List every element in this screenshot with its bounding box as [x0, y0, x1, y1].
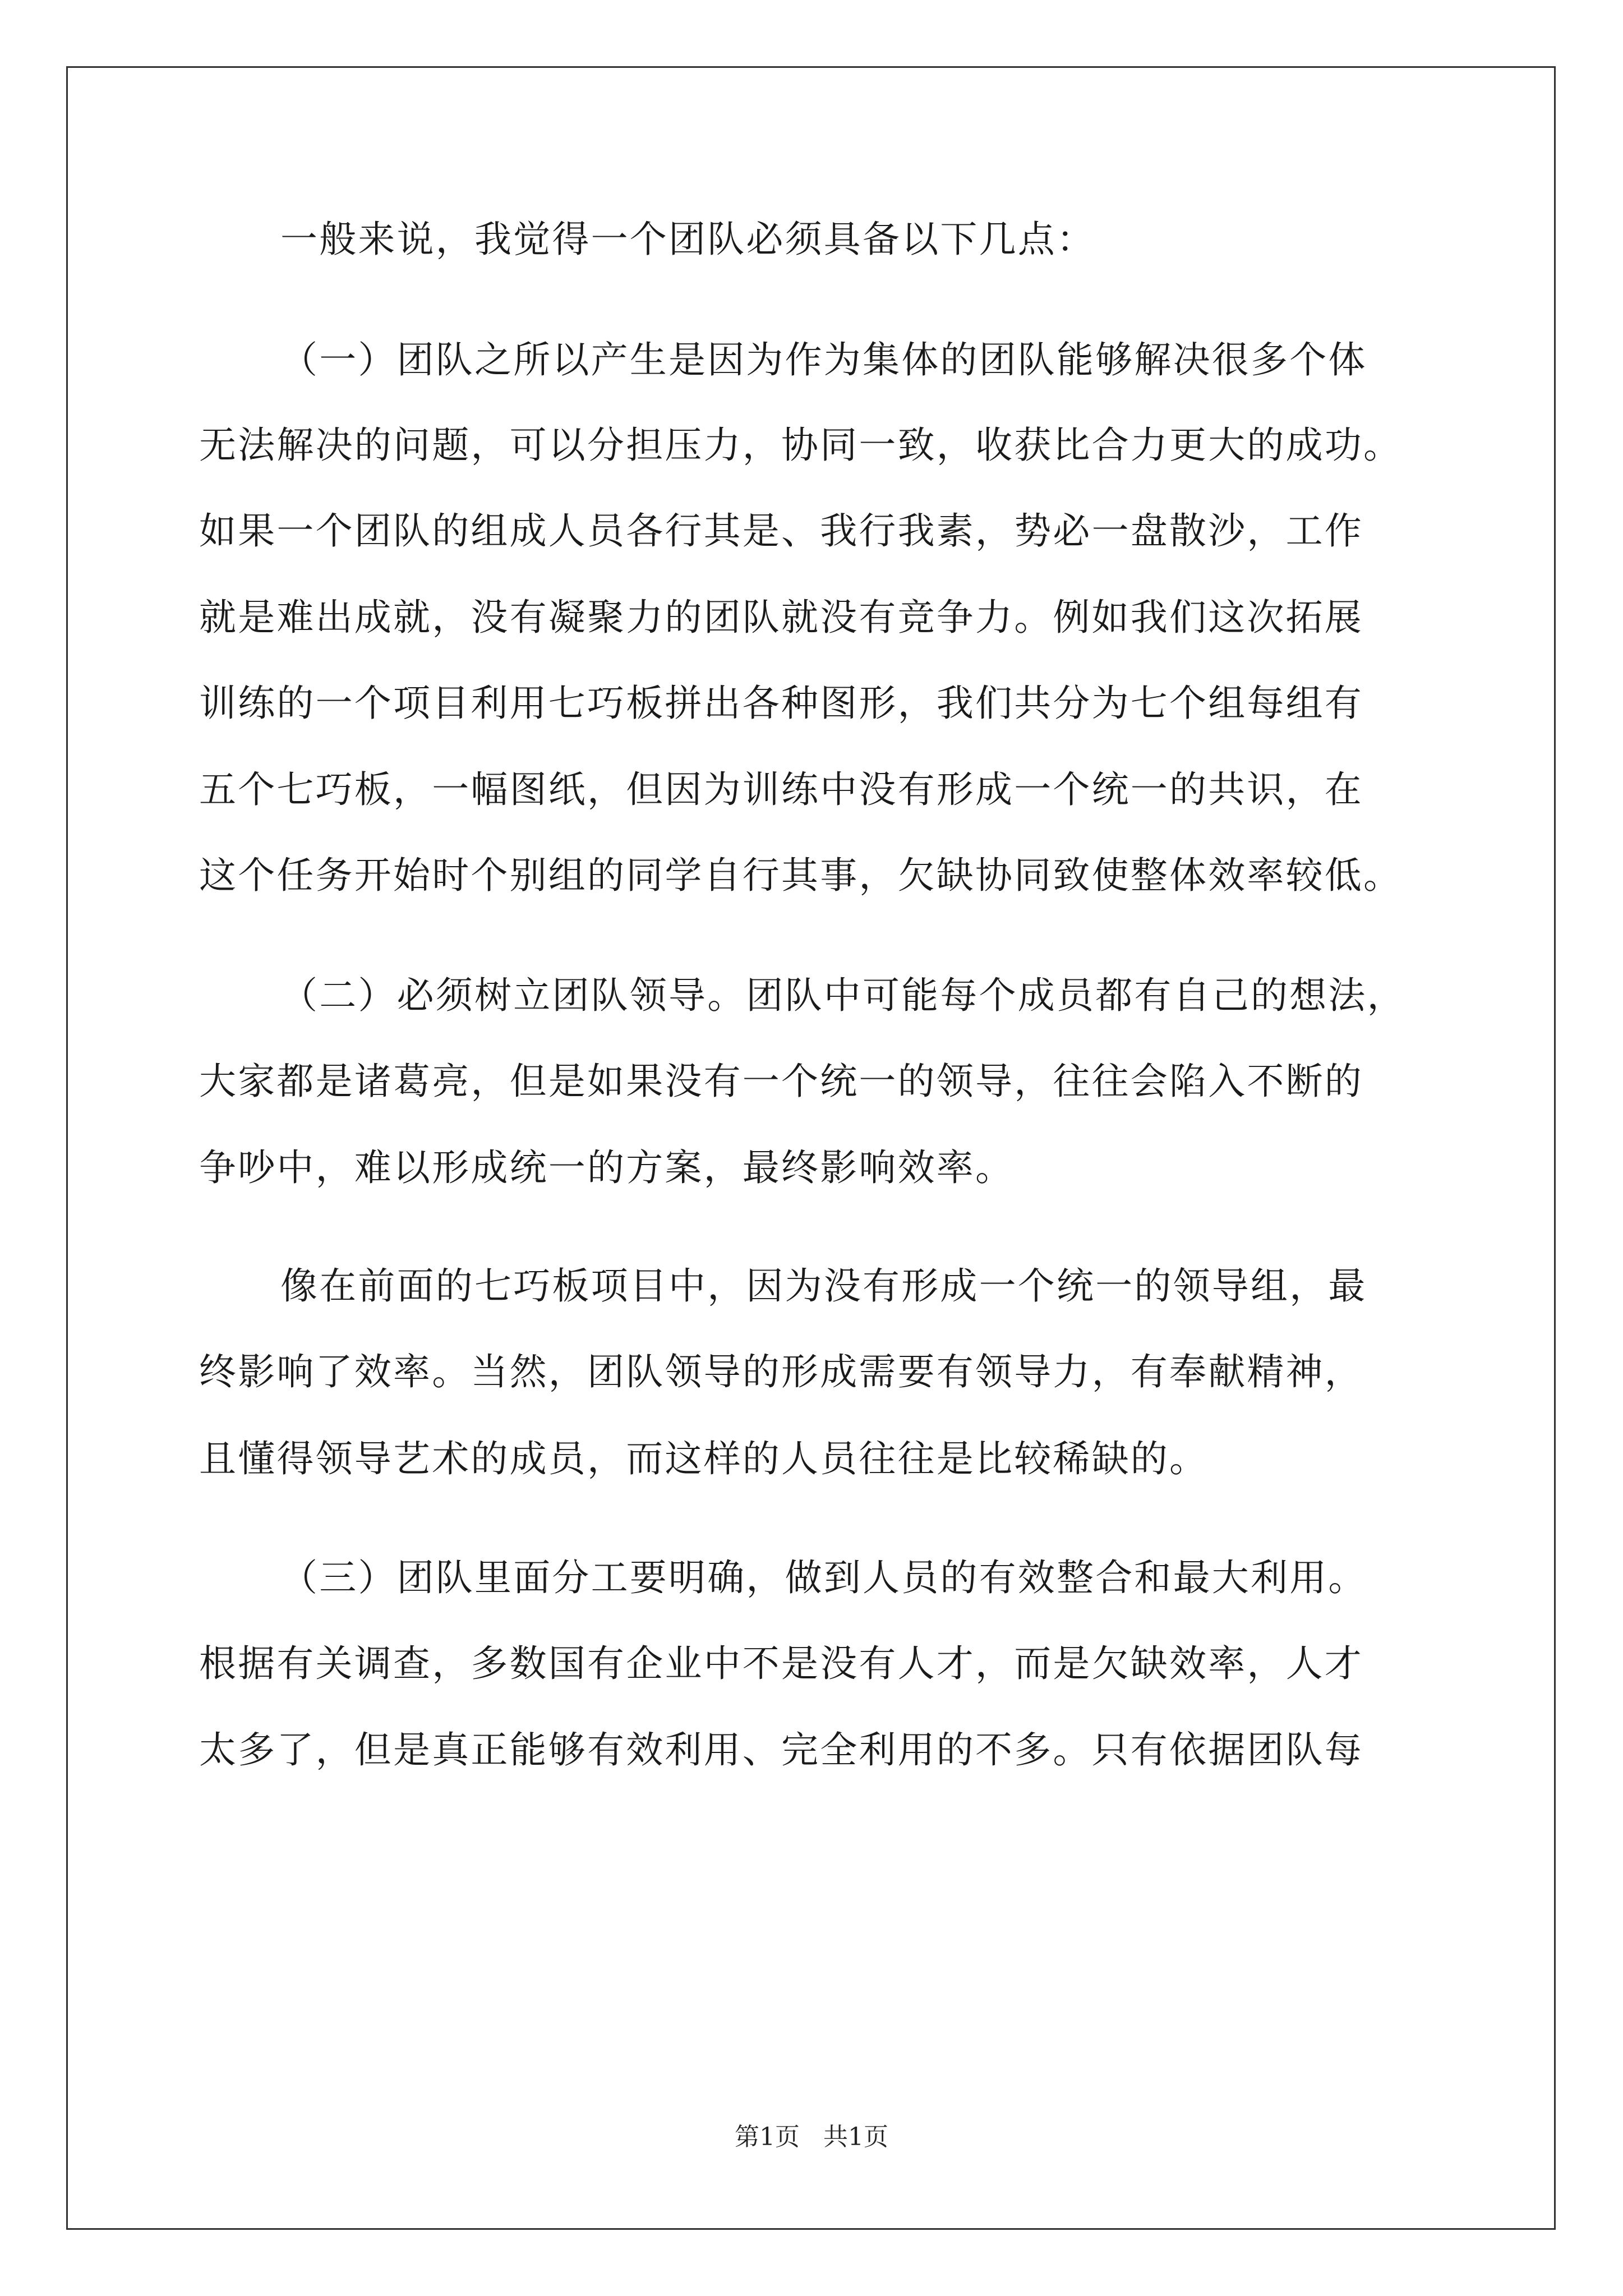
page-footer	[0, 2120, 1623, 2154]
paragraph-line: 训练的一个项目利用七巧板拼出各种图形，我们共分为七个组每组有	[199, 682, 1363, 725]
paragraph-line: 如果一个团队的组成人员各行其是、我行我素，势必一盘散沙，工作	[199, 509, 1363, 553]
paragraph-line: 争吵中，难以形成统一的方案，最终影响效率。	[199, 1146, 1015, 1189]
paragraph-line: 无法解决的问题，可以分担压力，协同一致，收获比合力更大的成功。	[199, 424, 1403, 467]
paragraph-line: 且懂得领导艺术的成员，而这样的人员往往是比较稀缺的。	[199, 1437, 1209, 1480]
paragraph-line: 一般来说，我觉得一个团队必须具备以下几点：	[280, 218, 1096, 261]
paragraph-line: 根据有关调查，多数国有企业中不是没有人才，而是欠缺效率，人才	[199, 1642, 1363, 1685]
paragraph-line: 大家都是诸葛亮，但是如果没有一个统一的领导，往往会陷入不断的	[199, 1060, 1363, 1103]
paragraph-line: 这个任务开始时个别组的同学自行其事，欠缺协同致使整体效率较低。	[199, 854, 1403, 897]
paragraph-line: （三）团队里面分工要明确，做到人员的有效整合和最大利用。	[280, 1556, 1367, 1599]
paragraph-line: 像在前面的七巧板项目中，因为没有形成一个统一的领导组，最	[280, 1264, 1367, 1308]
paragraph-line: 就是难出成就，没有凝聚力的团队就没有竞争力。例如我们这次拓展	[199, 596, 1363, 639]
page-number-label: 第1页 共1页	[735, 2123, 888, 2151]
paragraph-line: （一）团队之所以产生是因为作为集体的团队能够解决很多个体	[280, 338, 1367, 381]
paragraph-line: 终影响了效率。当然，团队领导的形成需要有领导力，有奉献精神，	[199, 1350, 1363, 1393]
paragraph-line: 五个七巧板，一幅图纸，但因为训练中没有形成一个统一的共识，在	[199, 768, 1363, 811]
paragraph-line: 太多了，但是真正能够有效利用、完全利用的不多。只有依据团队每	[199, 1728, 1363, 1772]
paragraph-line: （二）必须树立团队领导。团队中可能每个成员都有自己的想法，	[280, 974, 1406, 1017]
